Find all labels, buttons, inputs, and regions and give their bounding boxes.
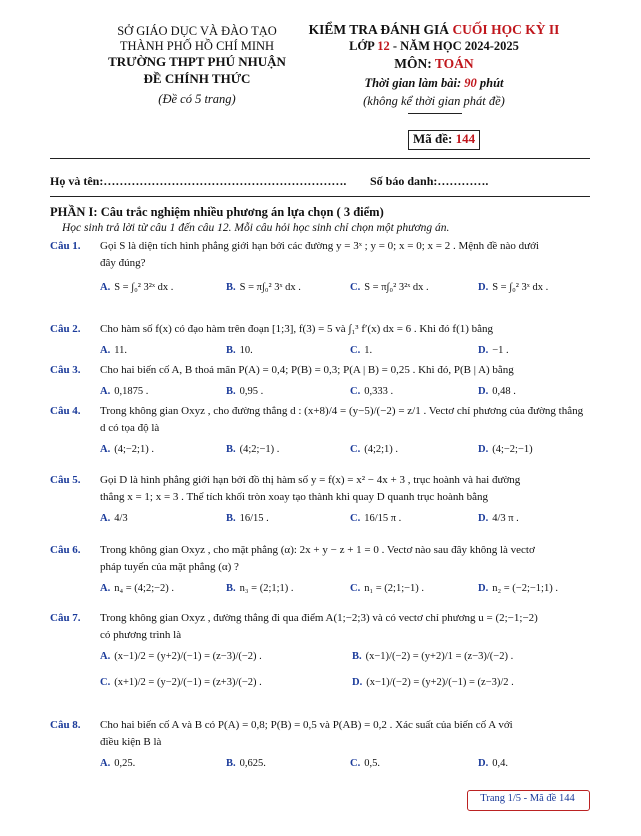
exam-title (300, 22, 568, 38)
option-text: 4/3 π . (492, 513, 519, 524)
option-text: (4;2;−1) . (239, 444, 280, 455)
subject (300, 56, 568, 72)
question-text: đây đúng? (100, 257, 146, 269)
answer-option[interactable] (350, 282, 429, 293)
answer-option[interactable] (100, 758, 135, 769)
answer-option[interactable] (226, 345, 253, 356)
question-label: Câu 5. (50, 474, 81, 486)
answer-option[interactable] (226, 282, 301, 293)
answer-option[interactable] (478, 345, 509, 356)
option-text: S = ∫₀² 3ˣ dx . (492, 282, 549, 293)
option-text: n₂ = (−2;−1;1) . (492, 583, 558, 594)
option-letter: B. (226, 513, 236, 524)
class-b: 12 (377, 39, 390, 53)
option-text: S = π∫₀² 3ˣ dx . (239, 282, 301, 293)
subject-b: TOÁN (434, 56, 474, 71)
dept-line: SỞ GIÁO DỤC VÀ ĐÀO TẠO (117, 24, 277, 38)
answer-option[interactable] (478, 282, 548, 293)
option-text: 11. (114, 345, 127, 356)
option-letter: C. (350, 583, 361, 594)
answer-option[interactable] (352, 651, 513, 662)
exam-code-label: Mã đề: (413, 131, 456, 146)
option-text: (4;−2;−1) (492, 444, 533, 455)
header-divider (50, 158, 590, 159)
option-text: S = ∫₀² 3²ˣ dx . (114, 282, 174, 293)
duration-a: Thời gian làm bài: (364, 76, 465, 90)
option-text: (x−1)/(−2) = (y+2)/1 = (z−3)/(−2) . (365, 651, 514, 662)
option-letter: B. (226, 386, 236, 397)
option-text: (x+1)/2 = (y−2)/(−1) = (z+3)/(−2) . (114, 677, 262, 688)
student-divider (50, 196, 590, 197)
header-underline (408, 113, 462, 114)
option-letter: C. (350, 282, 361, 293)
answer-option[interactable] (478, 513, 519, 524)
option-text: (x−1)/2 = (y+2)/(−1) = (z−3)/(−2) . (114, 651, 262, 662)
option-text: 0,333 . (364, 386, 394, 397)
exam-title-b: CUỐI HỌC KỲ II (452, 22, 560, 37)
official-label: ĐỀ CHÍNH THỨC (143, 71, 251, 86)
answer-option[interactable] (100, 345, 127, 356)
option-letter: B. (226, 444, 236, 455)
page-footer: Trang 1/5 - Mã đề 144 (480, 793, 575, 804)
option-letter: D. (478, 282, 489, 293)
answer-option[interactable] (100, 386, 148, 397)
answer-option[interactable] (478, 758, 508, 769)
answer-option[interactable] (478, 583, 558, 594)
answer-option[interactable] (350, 444, 398, 455)
option-letter: D. (478, 513, 489, 524)
question-text: Cho hai biến cố A và B có P(A) = 0,8; P(B) = 0,5 và P(AB) = 0,2 . Xác suất của biến cố A với (100, 719, 513, 731)
option-text: 10. (239, 345, 253, 356)
option-letter: C. (350, 386, 361, 397)
question-text: Trong không gian Oxyz , cho mặt phẳng (α): 2x + y − z + 1 = 0 . Vectơ nào sau đây không là vectơ (100, 544, 535, 556)
answer-option[interactable] (100, 513, 128, 524)
answer-option[interactable] (100, 651, 262, 662)
answer-option[interactable] (350, 513, 401, 524)
question-text: điều kiện B là (100, 736, 162, 748)
answer-option[interactable] (226, 758, 266, 769)
option-letter: D. (478, 444, 489, 455)
question-label: Câu 7. (50, 612, 81, 624)
answer-option[interactable] (100, 444, 154, 455)
option-letter: B. (226, 345, 236, 356)
question-text: Cho hàm số f(x) có đạo hàm trên đoạn [1;3], f(3) = 5 và ∫₁³ f′(x) dx = 6 . Khi đó f(1) bằng (100, 323, 494, 335)
option-letter: C. (350, 513, 361, 524)
question-label: Câu 8. (50, 719, 81, 731)
option-letter: A. (100, 282, 111, 293)
option-text: n₁ = (2;1;−1) . (364, 583, 425, 594)
option-text: n₃ = (2;1;1) . (239, 583, 294, 594)
option-text: 16/15 . (239, 513, 269, 524)
option-letter: D. (478, 583, 489, 594)
option-text: (x−1)/(−2) = (y+2)/(−1) = (z−3)/2 . (366, 677, 514, 688)
student-name-field[interactable]: Họ và tên:……………………………………………………. (50, 174, 347, 188)
option-letter: A. (100, 345, 111, 356)
question-text: có phương trình là (100, 629, 182, 641)
answer-option[interactable] (226, 444, 279, 455)
question-text: Trong không gian Oxyz , cho đường thẳng d : (x+8)/4 = (y−5)/(−2) = z/1 . Vectơ chỉ phương của đường thẳng (100, 405, 584, 417)
option-text: 0,4. (492, 758, 508, 769)
option-text: n₄ = (4;2;−2) . (114, 583, 175, 594)
question-text: Gọi S là diện tích hình phẳng giới hạn bởi các đường y = 3ˣ ; y = 0; x = 0; x = 2 . Mệnh đề nào dưới (100, 240, 539, 252)
exam-code-value: 144 (455, 131, 476, 146)
answer-option[interactable] (478, 386, 516, 397)
option-text: 1. (364, 345, 373, 356)
option-letter: D. (478, 345, 489, 356)
option-letter: A. (100, 651, 111, 662)
option-letter: D. (352, 677, 363, 688)
part1-title: PHẦN I: Câu trắc nghiệm nhiều phương án lựa chọn ( 3 điểm) (50, 205, 384, 219)
answer-option[interactable] (350, 386, 393, 397)
question-label: Câu 1. (50, 240, 81, 252)
option-text: 0,48 . (492, 386, 516, 397)
duration-note: (không kể thời gian phát đề) (363, 94, 505, 108)
question-text: d có tọa độ là (100, 422, 160, 434)
option-text: (4;2;1) . (364, 444, 399, 455)
option-letter: D. (478, 386, 489, 397)
option-letter: A. (100, 758, 111, 769)
option-text: 0,95 . (239, 386, 264, 397)
question-text: Cho hai biến cố A, B thoả mãn P(A) = 0,4; P(B) = 0,3; P(A | B) = 0,25 . Khi đó, P(B | A) bằng (100, 364, 514, 376)
page-count-note: (Đề có 5 trang) (158, 92, 236, 106)
option-letter: B. (226, 282, 236, 293)
option-text: 0,625. (239, 758, 266, 769)
subject-a: MÔN: (394, 56, 435, 71)
answer-option[interactable] (226, 513, 269, 524)
option-letter: A. (100, 513, 111, 524)
option-text: 16/15 π . (364, 513, 402, 524)
answer-option[interactable] (226, 386, 263, 397)
option-letter: A. (100, 444, 111, 455)
option-text: 4/3 (114, 513, 128, 524)
question-text: pháp tuyến của mặt phẳng (α) ? (100, 561, 239, 573)
option-text: (4;−2;1) . (114, 444, 154, 455)
exam-code (413, 131, 475, 147)
answer-option[interactable] (350, 345, 372, 356)
option-letter: C. (100, 677, 111, 688)
option-letter: A. (100, 583, 111, 594)
class-a: LỚP (349, 39, 378, 53)
exam-title-a: KIỂM TRA ĐÁNH GIÁ (308, 22, 453, 37)
city-line: THÀNH PHỐ HỒ CHÍ MINH (119, 39, 275, 53)
class-year (300, 39, 568, 54)
duration (300, 76, 568, 91)
answer-option[interactable] (100, 677, 262, 688)
student-id-field[interactable]: Số báo danh:…………. (370, 174, 489, 188)
option-letter: D. (478, 758, 489, 769)
answer-option[interactable] (100, 583, 174, 594)
option-text: S = π∫₀² 3²ˣ dx . (364, 282, 429, 293)
option-letter: C. (350, 345, 361, 356)
question-label: Câu 4. (50, 405, 81, 417)
question-text: thẳng x = 1; x = 3 . Thể tích khối tròn xoay tạo thành khi quay D quanh trục hoành bằng (100, 491, 488, 503)
option-letter: B. (352, 651, 362, 662)
answer-option[interactable] (350, 583, 424, 594)
part1-instruction: Học sinh trả lời từ câu 1 đến câu 12. Mỗi câu hỏi học sinh chỉ chọn một phương án. (62, 222, 450, 234)
duration-b: 90 (464, 76, 477, 90)
option-letter: B. (226, 758, 236, 769)
school-name: TRƯỜNG THPT PHÚ NHUẬN (108, 54, 286, 69)
option-text: 0,25. (114, 758, 136, 769)
class-c: - NĂM HỌC 2024-2025 (389, 39, 519, 53)
question-text: Trong không gian Oxyz , đường thẳng đi qua điểm A(1;−2;3) và có vectơ chỉ phương u = (2;−1;−2) (100, 612, 538, 624)
option-text: 0,1875 . (114, 386, 149, 397)
option-letter: B. (226, 583, 236, 594)
option-text: 0,5. (364, 758, 380, 769)
answer-option[interactable] (100, 282, 173, 293)
question-label: Câu 6. (50, 544, 81, 556)
question-label: Câu 2. (50, 323, 81, 335)
option-letter: A. (100, 386, 111, 397)
option-text: −1 . (492, 345, 509, 356)
duration-c: phút (476, 76, 504, 90)
option-letter: C. (350, 444, 361, 455)
option-letter: C. (350, 758, 361, 769)
answer-option[interactable] (350, 758, 380, 769)
question-label: Câu 3. (50, 364, 81, 376)
question-text: Gọi D là hình phẳng giới hạn bởi đồ thị hàm số y = f(x) = x² − 4x + 3 , trục hoành và hai đường (100, 474, 521, 486)
answer-option[interactable] (226, 583, 294, 594)
answer-option[interactable] (352, 677, 514, 688)
answer-option[interactable] (478, 444, 533, 455)
